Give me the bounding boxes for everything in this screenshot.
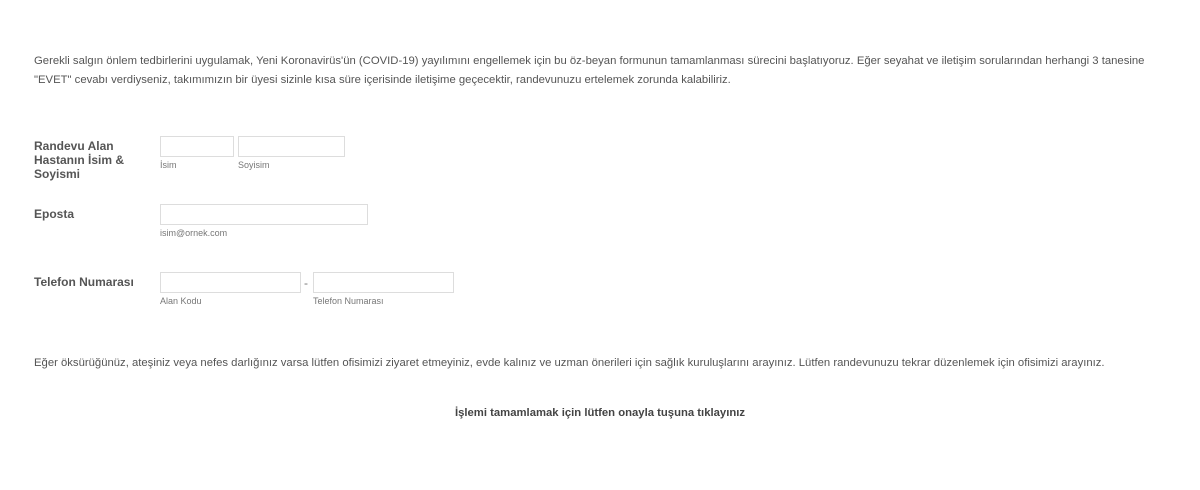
phone-label: Telefon Numarası — [34, 275, 134, 289]
phone-number-input[interactable] — [313, 272, 454, 293]
phone-separator: - — [304, 276, 308, 290]
notice-text: Eğer öksürüğünüz, ateşiniz veya nefes darlığınız varsa lütfen ofisimizi ziyaret etmeyiniz, evde kalınız ve uzman önerileri için sağlık kuruluşlarını arayınız. Lütfen randevunuzu tekrar düzenlemek için ofisimizi arayınız. — [34, 357, 1105, 369]
email-sublabel: isim@ornek.com — [160, 228, 228, 238]
area-code-sublabel: Alan Kodu — [160, 296, 202, 306]
area-code-input[interactable] — [160, 272, 301, 293]
last-name-sublabel: Soyisim — [238, 160, 270, 170]
intro-text: Gerekli salgın önlem tedbirlerini uygulamak, Yeni Koronavirüs'ün (COVID-19) yayılımını engellemek için bu öz-beyan formunun tamamlanması sürecini başlatıyoruz. Eğer seyahat ve iletişim sorularından herhangi 3 tanesine "EVET" cevabı verdiyseniz, takımımızın bir üyesi sizinle kısa süre içerisinde iletişime geçecektir, randevunuzu ertelemek zorunda kalabiliriz. — [34, 55, 1145, 86]
name-label: Randevu Alan Hastanın İsim & Soyismi — [34, 139, 125, 181]
first-name-input[interactable] — [160, 136, 234, 157]
email-label: Eposta — [34, 207, 75, 221]
last-name-input[interactable] — [238, 136, 345, 157]
first-name-sublabel: İsim — [160, 160, 177, 170]
email-input[interactable] — [160, 204, 368, 225]
phone-number-sublabel: Telefon Numarası — [313, 296, 384, 306]
confirm-instruction: İşlemi tamamlamak için lütfen onayla tuşuna tıklayınız — [454, 407, 746, 419]
